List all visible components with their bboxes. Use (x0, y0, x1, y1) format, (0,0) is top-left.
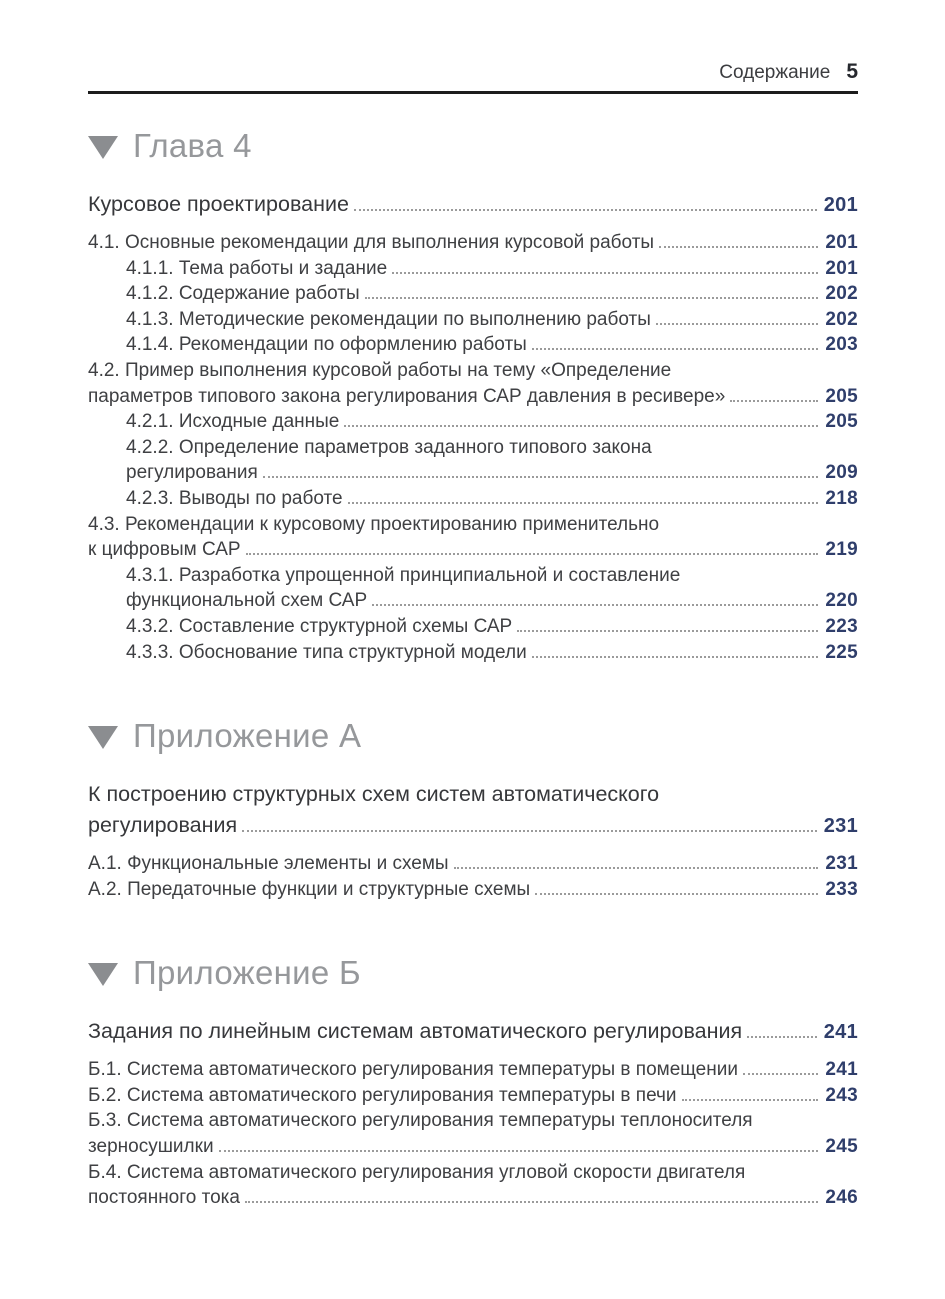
page-number: 241 (825, 1059, 858, 1081)
page-number: 201 (823, 194, 858, 216)
page-number: 231 (823, 815, 858, 838)
toc-entry (88, 851, 858, 877)
dot-leader (245, 1201, 818, 1203)
page-number: 219 (825, 539, 858, 561)
toc-entry-line (126, 460, 858, 486)
toc-entry-text: 4.1. Основные рекомендации для выполнения курсовой работы (88, 232, 655, 253)
dot-leader (263, 476, 819, 478)
toc-entry-line (88, 1134, 858, 1160)
section-heading (88, 127, 858, 165)
section-heading-label: Приложение А (133, 717, 362, 755)
toc-entry-line (88, 779, 858, 810)
page-number: 203 (825, 334, 858, 356)
toc-entry-line (88, 810, 858, 842)
toc-entry (88, 409, 858, 435)
toc-entry (88, 435, 858, 486)
page-number: 209 (825, 462, 858, 484)
toc-entry-line (88, 537, 858, 563)
page-number: 202 (825, 308, 858, 330)
page-number: 233 (825, 878, 858, 900)
dot-leader (372, 604, 818, 606)
toc-entry-line (88, 189, 858, 221)
toc-entry-text: К построению структурных схем систем автоматического (88, 782, 660, 807)
toc-entry (88, 281, 858, 307)
dot-leader (392, 272, 818, 274)
toc-entry-text: 4.2.3. Выводы по работе (126, 487, 343, 509)
toc-entry-text: 4.3.1. Разработка упрощенной принципиальной и составление (126, 564, 681, 586)
toc-entry-line (88, 512, 858, 538)
triangle-down-icon (88, 963, 118, 986)
toc-entry (88, 189, 858, 221)
page-number: 205 (825, 411, 858, 433)
toc-entry (88, 332, 858, 358)
toc-entry (88, 1057, 858, 1083)
running-head-page-number: 5 (846, 60, 858, 83)
dot-leader (532, 348, 819, 350)
running-head-title: Содержание (719, 62, 831, 83)
toc-entry (88, 307, 858, 333)
toc-section-prilozhenie-a (88, 717, 858, 902)
toc-entry-line (126, 435, 858, 461)
toc-entry-line (88, 877, 858, 903)
dot-leader (219, 1150, 819, 1152)
toc-section-prilozhenie-b (88, 954, 858, 1211)
page-number: 246 (825, 1187, 858, 1209)
triangle-down-icon (88, 136, 118, 159)
toc-entry-line (126, 332, 858, 358)
toc-entry-text: к цифровым САР (88, 539, 241, 561)
section-heading-label: Глава 4 (133, 127, 252, 164)
toc-entry-list (88, 1016, 858, 1211)
toc-entry-text: А.2. Передаточные функции и структурные схемы (88, 878, 531, 900)
toc-entry (88, 1160, 858, 1211)
toc-entry-text: 4.2.1. Исходные данные (126, 411, 340, 433)
toc-entry-text: регулирования (88, 813, 238, 838)
toc-entry-line (88, 384, 858, 410)
toc-entry (88, 877, 858, 903)
toc-entry-line (126, 256, 858, 282)
page-number: 220 (825, 590, 858, 612)
triangle-down-icon (88, 726, 118, 749)
page-number: 243 (825, 1084, 858, 1106)
toc-entry-list (88, 779, 858, 902)
toc-entry-line (126, 640, 858, 666)
page-number: 223 (825, 615, 858, 637)
toc-entry-line (126, 409, 858, 435)
toc-entry (88, 1016, 858, 1048)
dot-leader (747, 1036, 817, 1038)
dot-leader (682, 1099, 819, 1101)
toc-entry-text: 4.3.3. Обоснование типа структурной модели (126, 641, 527, 663)
dot-leader (242, 830, 817, 832)
dot-leader (344, 425, 818, 427)
toc-entry-line (88, 1083, 858, 1109)
toc-entry (88, 230, 858, 256)
dot-leader (246, 553, 819, 555)
toc-entry-line (88, 1016, 858, 1048)
toc-entry (88, 640, 858, 666)
toc-entry-text: 4.3. Рекомендации к курсовому проектированию применительно (88, 513, 660, 535)
toc-entry-line (88, 1108, 858, 1134)
toc-entry-line (126, 563, 858, 589)
toc-entry (88, 358, 858, 409)
toc-entry-text: 4.2. Пример выполнения курсовой работы на тему «Определение (88, 359, 672, 381)
toc-entry-list (88, 189, 858, 665)
dot-leader (365, 297, 819, 299)
toc-entry-text: 4.1.1. Тема работы и задание (126, 257, 388, 279)
toc-entry-text: Б.3. Система автоматического регулирования температуры теплоносителя (88, 1110, 753, 1132)
dot-leader (454, 867, 819, 869)
page-number: 241 (823, 1021, 858, 1044)
table-of-contents (88, 127, 858, 1211)
dot-leader (743, 1073, 818, 1075)
section-heading-label: Приложение Б (133, 954, 361, 992)
toc-entry (88, 563, 858, 614)
toc-entry-text: функциональной схем САР (126, 590, 368, 612)
section-heading (88, 717, 858, 755)
running-head (88, 0, 858, 84)
toc-entry-line (126, 281, 858, 307)
toc-entry-text: Курсовое проектирование (88, 192, 349, 216)
toc-entry-line (126, 588, 858, 614)
toc-entry (88, 256, 858, 282)
toc-entry-text: 4.1.2. Содержание работы (126, 283, 360, 305)
dot-leader (532, 656, 819, 658)
dot-leader (354, 209, 817, 211)
dot-leader (535, 893, 818, 895)
toc-entry-text: 4.1.4. Рекомендации по оформлению работы (126, 334, 527, 356)
page-number: 231 (825, 853, 858, 875)
toc-entry-line (126, 307, 858, 333)
toc-entry-line (88, 230, 858, 256)
page-number: 225 (825, 641, 858, 663)
toc-entry-text: А.1. Функциональные элементы и схемы (88, 853, 449, 875)
toc-entry-line (88, 358, 858, 384)
toc-section-glava-4 (88, 127, 858, 665)
toc-entry-text: Б.4. Система автоматического регулирования угловой скорости двигателя (88, 1161, 746, 1183)
toc-entry (88, 1083, 858, 1109)
page-number: 205 (825, 385, 858, 407)
page-number: 245 (825, 1136, 858, 1158)
page-number: 218 (825, 487, 858, 509)
toc-entry-text: постоянного тока (88, 1187, 240, 1209)
toc-entry-text: 4.3.2. Составление структурной схемы САР (126, 615, 513, 637)
toc-entry-line (126, 614, 858, 640)
page-number: 202 (825, 283, 858, 305)
dot-leader (348, 502, 819, 504)
toc-entry (88, 614, 858, 640)
toc-entry-line (88, 1057, 858, 1083)
page-number: 201 (825, 257, 858, 279)
toc-entry (88, 779, 858, 842)
toc-entry-text: 4.1.3. Методические рекомендации по выполнению работы (126, 308, 651, 330)
toc-entry-text: регулирования (126, 462, 258, 484)
toc-entry (88, 1108, 858, 1159)
header-rule (88, 91, 858, 94)
section-heading (88, 954, 858, 992)
toc-entry (88, 486, 858, 512)
toc-entry-text: Б.2. Система автоматического регулирования температуры в печи (88, 1084, 677, 1106)
toc-entry-text: параметров типового закона регулирования САР давления в ресивере» (88, 385, 726, 407)
dot-leader (517, 630, 818, 632)
toc-entry-text: Задания по линейным системам автоматического регулирования (88, 1019, 743, 1044)
toc-entry-line (88, 851, 858, 877)
page-number: 201 (825, 232, 858, 253)
dot-leader (656, 323, 819, 325)
dot-leader (659, 246, 818, 248)
toc-entry-line (88, 1160, 858, 1186)
toc-entry-text: зерносушилки (88, 1136, 214, 1158)
dot-leader (730, 400, 818, 402)
toc-entry-line (88, 1185, 858, 1211)
toc-entry-line (126, 486, 858, 512)
toc-entry-text: 4.2.2. Определение параметров заданного типового закона (126, 436, 652, 458)
toc-entry (88, 512, 858, 563)
toc-entry-text: Б.1. Система автоматического регулирования температуры в помещении (88, 1059, 738, 1081)
